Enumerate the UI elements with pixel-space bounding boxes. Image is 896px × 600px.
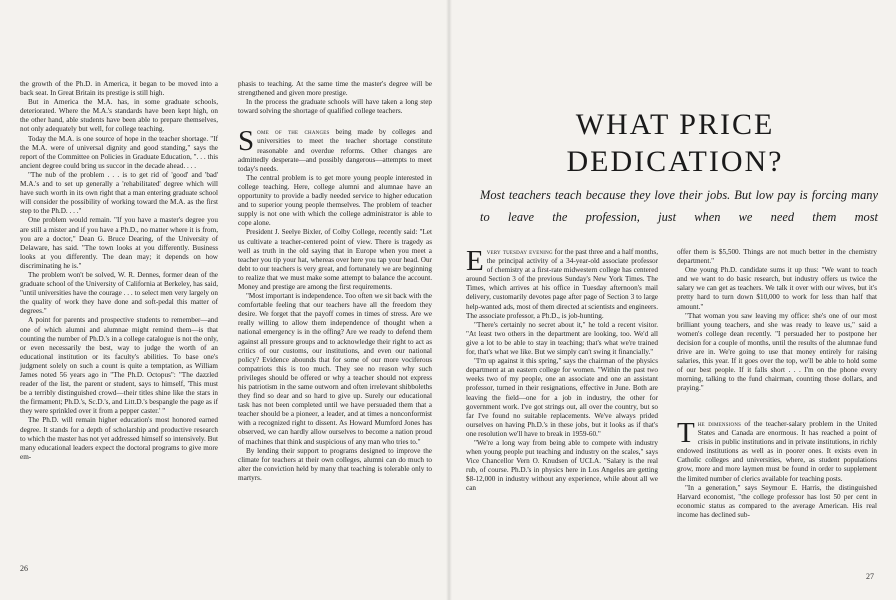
lead-in-smallcaps: ome of the changes bbox=[257, 128, 330, 137]
page-gutter bbox=[446, 0, 452, 600]
section-lead-paragraph bbox=[238, 125, 433, 173]
lead-in-smallcaps: he dimensions bbox=[697, 420, 742, 428]
paragraph: "In a generation," says Seymour E. Harris, the distinguished Harvard economist, "the college professor has lost 50 per cent in economic status as compared to the average American. His real income has declined sub- bbox=[677, 483, 877, 519]
paragraph: One problem would remain. "If you have a master's degree you are still a mister and if you have a Ph.D., no matter where it is from, you are a doctor," Dean G. Bruce Dearing, of the University of Delaware, has said. "The town looks at you differently. Business looks at you differently. The dean may; it depends on how discriminating he is." bbox=[20, 216, 218, 270]
lead-paragraph-text: of the teacher-salary problem in the United States and Canada are enormous. It has reached a point of crisis in public institutions and in private institutions, in richly endowed institutions as well as in poorer ones. It exists even in Catholic colleges and universities, where, as student populations grow, more and more laymen must be found in order to supplement the limited number of clerics available for teaching posts. bbox=[677, 420, 877, 483]
title-line-2: DEDICATION? bbox=[566, 145, 784, 178]
paragraph: A point for parents and prospective students to remember—and one of which alumni and alumnae might remind them—is that counting the number of Ph.D.'s in a college catalogue is not the only, or even necessarily the best, way to judge the worth of an educational institution or its faculty's abilities. To base one's judgment solely on such a count is quite a temptation, as William James noted 56 years ago in "The Ph.D. Octopus": "The dazzled reader of the list, the parent or student, says to himself, 'This must be a terribly distinguished crowd—their titles shine like the stars in the firmament; Ph.D.'s, Sc.D.'s, and Litt.D.'s bespangle the page as if they were sprinkled over it from a pepper caster.' " bbox=[20, 316, 218, 416]
paragraph: "We're a long way from being able to compete with industry when young people put teaching and industry on the scales," says Vice Chancellor Vern O. Knudsen of UCLA. "Salary is the real rub, of course. Ph.D.'s in physics here in Los Angeles are getting $8-12,000 in industry without any experience, while about all we can bbox=[466, 438, 658, 493]
section-lead-paragraph bbox=[466, 245, 658, 321]
paragraph: The problem won't be solved, W. R. Dennes, former dean of the graduate school of the University of California at Berkeley, has said, "until universities have the courage . . . to select men very largely on the quality of work they have done and soft-pedal this matter of degrees." bbox=[20, 270, 218, 316]
paragraph: "Most important is independence. Too often we sit back with the comfortable feeling that our teachers have all the freedom they desire. We forget that the payoff comes in times of stress. Are we really willing to allow them independence of thought when a national emergency is in the offing? Are we ready to defend them against all pressure groups and to acknowledge their right to act as critics of our customs, our institutions, and even our national policy? Evidence abounds that for some of our more vociferous compatriots this is too much. They see no reason why such privileges should be offered or why a teacher should not express his patriotism in the same outworn and often irrelevant shibboleths they find so dear and so hard to give up. Surely our educational task has not been completed until we have persuaded them that a teacher should be a pioneer, a leader, and at times a nonconformist with a recognized right to dissent. As Howard Mumford Jones has observed, we can hardly allow ourselves to become a nation proud of machines that think and suspicious of any man who tries to." bbox=[238, 292, 432, 446]
paragraph: By lending their support to programs designed to improve the climate for teachers at their own colleges, alumni can do much to alter the conviction held by many that teaching is tolerable only to martyrs. bbox=[238, 446, 432, 482]
title-line-1: WHAT PRICE bbox=[575, 108, 775, 141]
paragraph: Today the M.A. is one source of hope in the teacher shortage. "If the M.A. were of universal dignity and good standing," says the report of the Committee on Policies in Graduate Education, ". . . this ancient degree could bring us succor in the decade ahead. . . . bbox=[20, 134, 218, 170]
paragraph: offer them is $5,500. Things are not much better in the chemistry department." bbox=[677, 248, 877, 266]
paragraph: "There's certainly no secret about it," he told a recent visitor. "At least two others in the department are looking, too. We'd all give a lot to be able to stay in teaching; that's what we're trained for, that's what we like. But we simply can't swing it financially." bbox=[466, 320, 658, 357]
left-page-column-1 bbox=[20, 80, 218, 560]
drop-cap: T bbox=[677, 417, 695, 449]
lead-paragraph-text: for the past three and a half months, the principal activity of a 34-year-old associate professor of chemistry at a first-rate midwestern college has centered around Section 3 of the previous Sunday's New York Times. The Times, which arrives at his office in Tuesday afternoon's mail delivery, customarily devotes page after page of Section 3 to large help-wanted ads, most of them directed at scientists and engineers. The associate professor, a Ph.D., is job-hunting. bbox=[466, 248, 658, 320]
paragraph: The central problem is to get more young people interested in college teaching. Here, college alumni and alumnae have an opportunity to provide a badly needed service to higher education and to superior young people themselves. The problem of teacher supply is not one with which the college administrator is able to cope alone. bbox=[238, 173, 432, 228]
lead-in-smallcaps: very tuesday evening bbox=[486, 248, 553, 256]
lead-paragraph-text: being made by colleges and universities to meet the teacher shortage constitute reasonable and overdue reforms. Other changes are admittedly desperate—and possibly dangerous—attempts to meet today's needs. bbox=[238, 128, 433, 173]
paragraph: One young Ph.D. candidate sums it up thus: "We want to teach and we want to do basic research, but industry offers us twice the salary we can get as teachers. We talk it over with our wives, but it's pretty hard to turn down $10,000 to work for less than half that amount." bbox=[677, 266, 877, 311]
right-page-column-1 bbox=[466, 245, 658, 568]
section-lead-paragraph bbox=[677, 417, 877, 484]
paragraph: The Ph.D. will remain higher education's most honored earned degree. It stands for a depth of scholarship and productive research to which the master has not yet addressed himself so intensively. But many educational leaders expect the doctoral programs to give more em- bbox=[20, 416, 218, 461]
paragraph: "I'm up against it this spring," says the chairman of the physics department at an eastern college for women. "Within the past two weeks two of my people, one an associate and one an assistant professor, turned in their resignations, effective in June. Both are leaving the field—one for a job in industry, the other for government work. I've got strings out, all over the country, but so far I've found no suitable replacements. We've always prided ourselves on having Ph.D.'s in these jobs, but it looks as if that's one resolution we'll have to break in 1959-60." bbox=[466, 357, 658, 438]
drop-cap: E bbox=[466, 245, 484, 277]
page-number-left: 26 bbox=[20, 564, 28, 573]
right-page-column-2-top bbox=[677, 248, 877, 393]
drop-cap: S bbox=[238, 125, 255, 158]
right-page-column-2-bottom bbox=[677, 417, 877, 580]
paragraph: the growth of the Ph.D. in America, it began to be moved into a back seat. In Great Britain its prestige is still high. bbox=[20, 80, 218, 98]
page-number-right: 27 bbox=[866, 572, 874, 581]
article-title bbox=[545, 106, 805, 180]
paragraph: "That woman you saw leaving my office: she's one of our most brilliant young teachers, and she was ready to leave us," said a women's college dean recently. "I persuaded her to postpone her decision for a couple of months, until the results of the alumnae fund drive are in. We're going to use that money entirely for raising salaries, this year. If it goes over the top, we'll be able to hold some of our best people. If it falls short . . . I'm on the phone every morning, talking to the fund chairman, counting those dollars, and praying." bbox=[677, 311, 877, 393]
left-page-column-2 bbox=[238, 80, 433, 482]
paragraph: phasis to teaching. At the same time the master's degree will be strengthened and given more prestige. bbox=[238, 80, 432, 98]
paragraph: "The nub of the problem . . . is to get rid of 'good' and 'bad' M.A.'s and to set up generally a 'rehabilitated' degree which will have such worth in its own right that a man entering graduate school will consider the possibility of working toward the M.A. as the first step to the Ph.D. . . ." bbox=[20, 170, 218, 216]
paragraph: President J. Seelye Bixler, of Colby College, recently said: "Let us cultivate a teacher-centered point of view. There is tragedy as well as truth in the old saying that in Europe when you meet a teacher you tip your hat, whereas over here you tap your head. Our debt to our teachers is very great, and fortunately we are beginning to realize that we must make some attempt to balance the account. Money and prestige are among the first requirements. bbox=[238, 228, 432, 291]
paragraph: But in America the M.A. has, in some graduate schools, deteriorated. Where the M.A.'s standards have been kept high, on the other hand, able students have been able to prepare themselves, not only adequately but well, for college teaching. bbox=[20, 98, 218, 134]
article-subtitle: Most teachers teach because they love their jobs. But low pay is forcing many to leave the profession, just when we need them most bbox=[480, 188, 878, 224]
paragraph: In the process the graduate schools will have taken a long step toward solving the shortage of qualified college teachers. bbox=[238, 98, 432, 116]
